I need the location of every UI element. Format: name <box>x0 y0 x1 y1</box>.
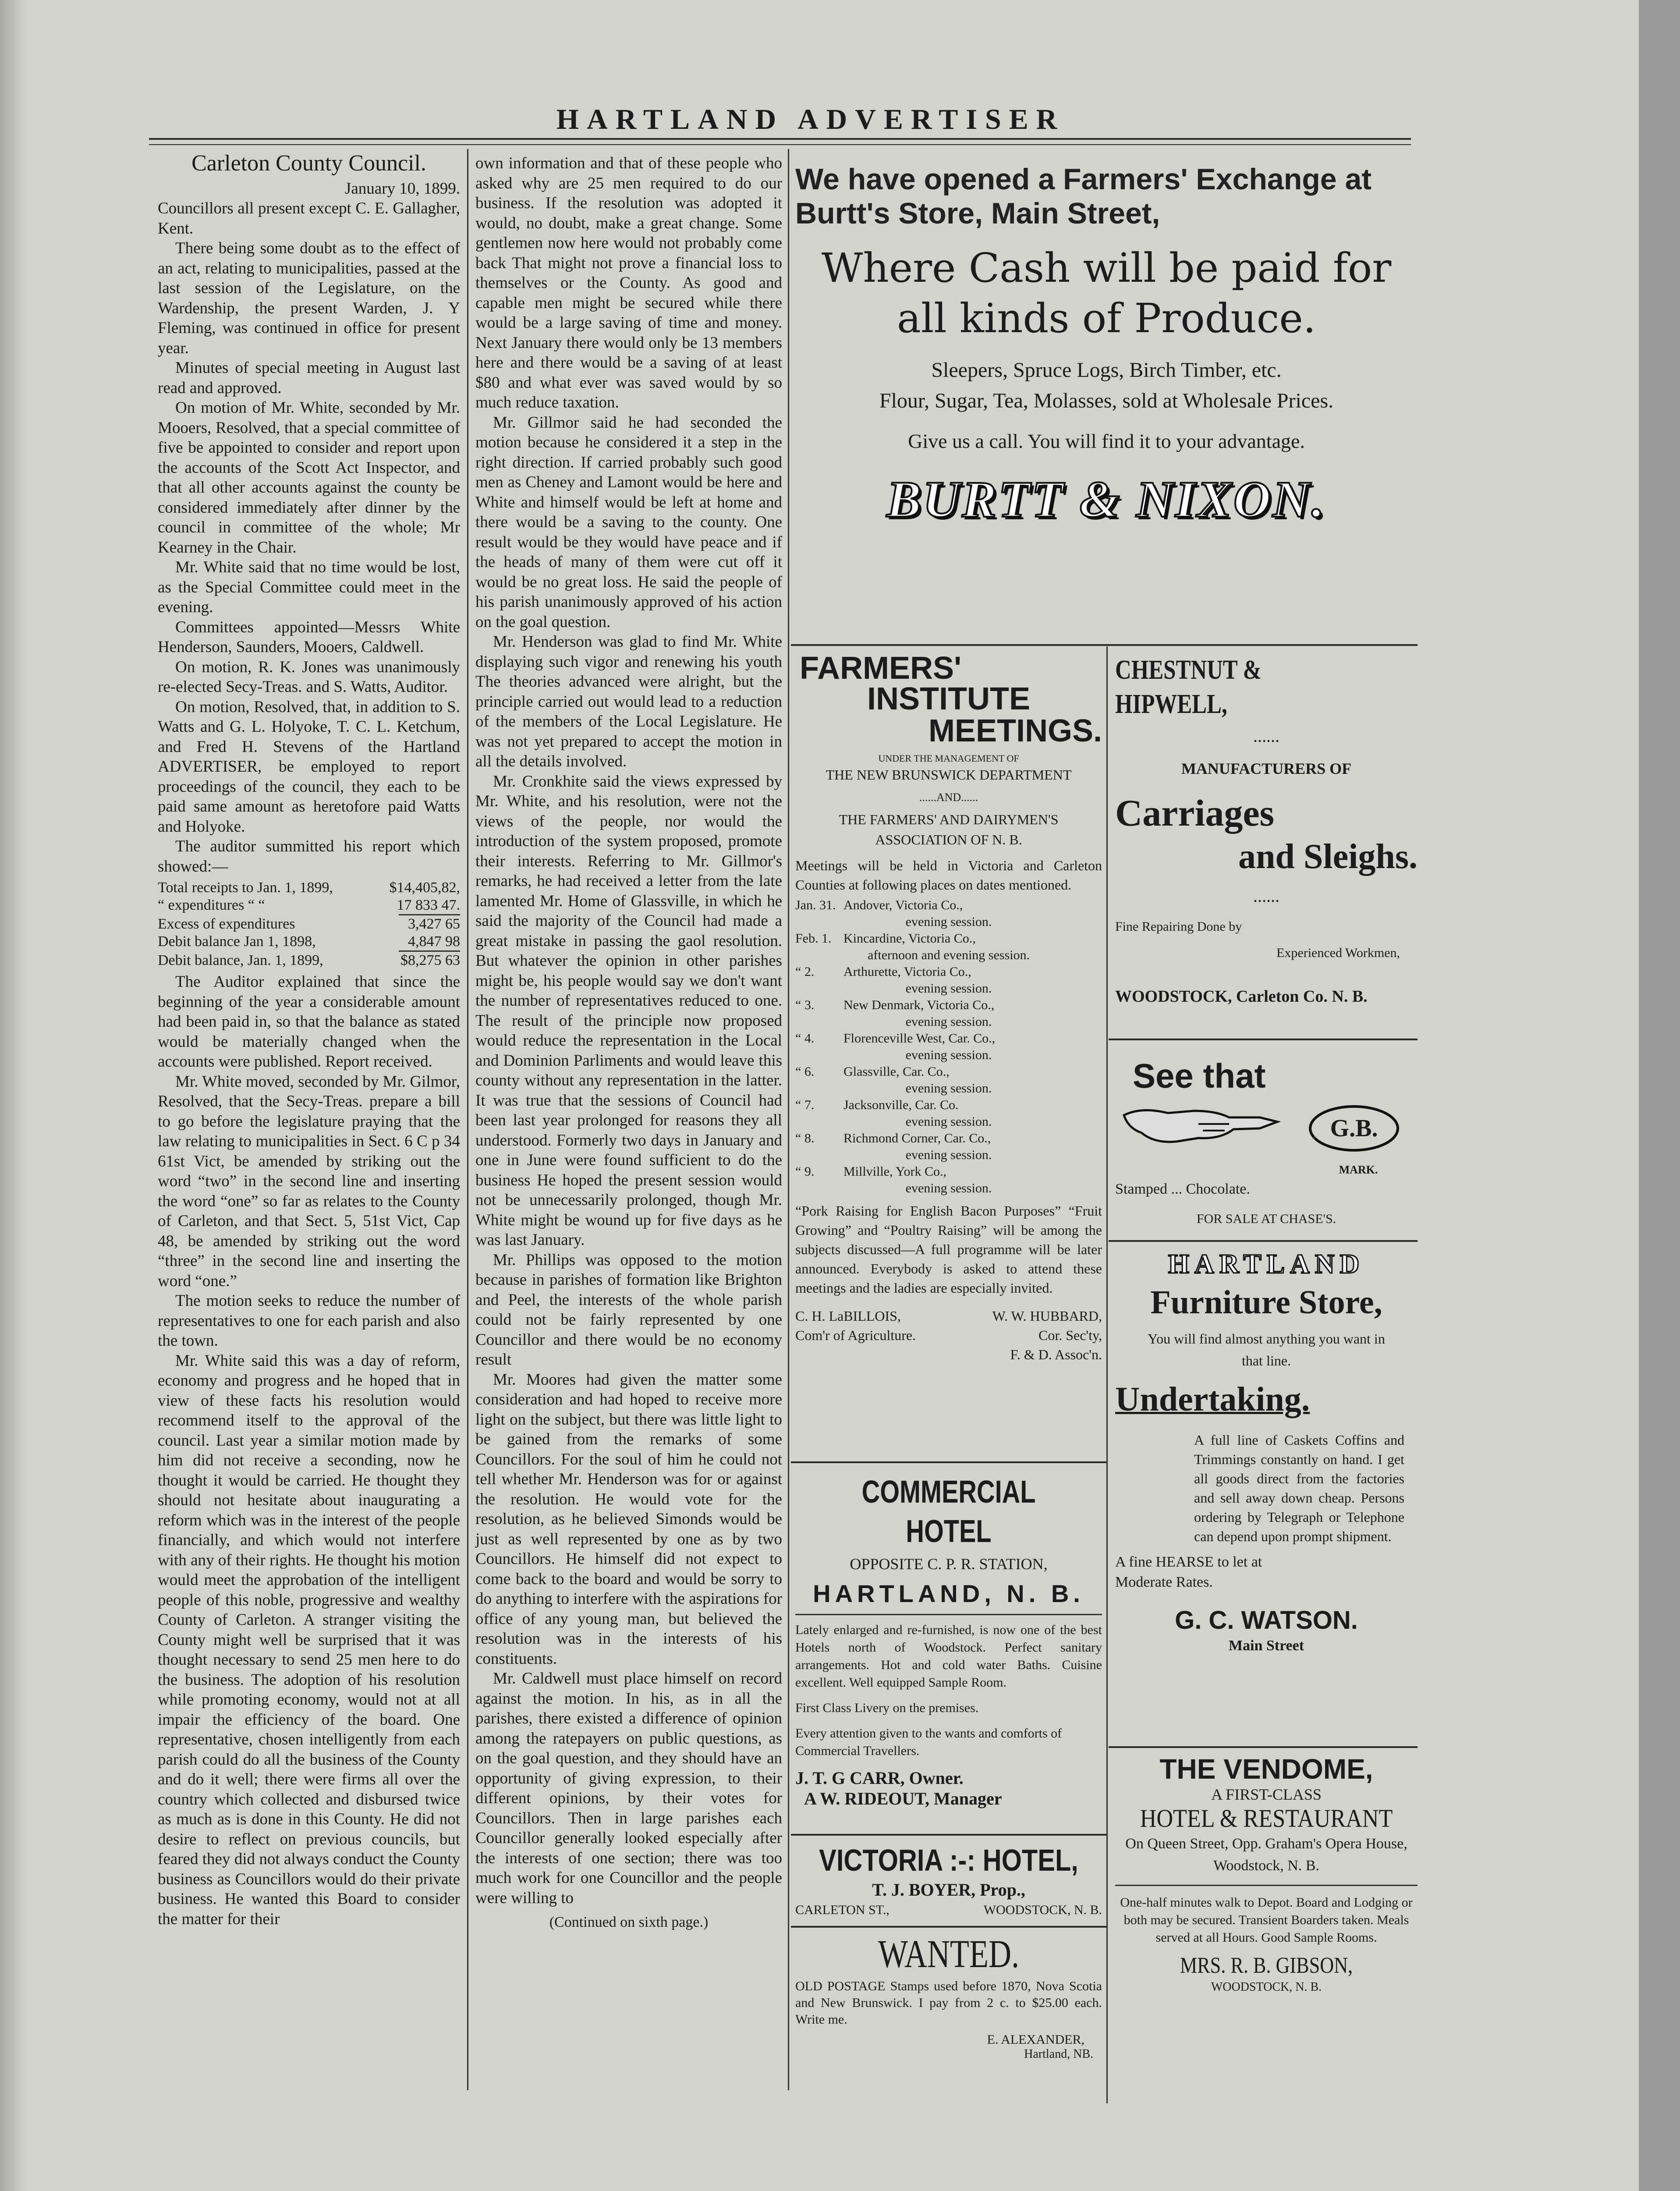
paragraph: On motion of Mr. White, seconded by Mr. Mooers, Resolved, that a special committee of five be appointed to consider and report upon the accounts of the Scott Act Inspector, and that all other accounts against the county be considered immediately after dinner by the council in committee of the whole; Mr Kearney in the Chair. <box>158 399 460 557</box>
paragraph: Mr. White said this was a day of reform, economy and progress and he hoped that in view of these facts his resolution would recommend itself to the approval of the council. Last year a similar motion made by him did not receive a seconding, now he thought it would be carried. He thought they should not hesitate about inaugurating a reform which was in the interest of the people financially, and which would not interfere with any of their rights. He thought his motion would meet the approbation of the intelligent people of this noble, progressive and wealthy County of Carleton. A stranger visiting the County might well be surprised that it was thought necessary to send 25 men here to do the business. The adoption of his resolution while promoting economy, would not at all impair the efficiency of the board. One representative, chosen intelligently from each parish could do all the business of the County and do it well; there were firms all over the country which collected and disbursed twice as much as is done in this County. He did not desire to reflect on previous councils, but feared they did not always conduct the County business as Councillors would do their private business. He wanted this Board to consider the matter for their <box>158 1351 460 1928</box>
paragraph: Mr. White said that no time would be lost, as the Special Committee could meet in the evening. <box>158 558 460 616</box>
ad-rule <box>1109 1240 1418 1242</box>
meeting-place: Kincardine, Victoria Co., <box>844 931 976 946</box>
gb-title: See that <box>1133 1057 1266 1095</box>
paragraph: Councillors all present except C. E. Gallagher, Kent. <box>158 199 460 238</box>
ad-chestnut-hipwell <box>1115 653 1418 1006</box>
meeting-date: “ 9. <box>795 1164 815 1179</box>
meeting-session: evening session. <box>905 981 992 996</box>
account-row <box>158 933 460 950</box>
account-label: Debit balance Jan 1, 1898, <box>158 933 316 950</box>
victoria-street: CARLETON ST., <box>795 1903 890 1917</box>
account-label: “ expenditures “ “ <box>158 897 265 913</box>
ad-rule <box>1109 1039 1418 1040</box>
institute-outro: “Pork Raising for English Bacon Purposes” “Fruit Growing” and “Poultry Raising” will be among the subjects discussed—A full programme will be later announced. Everybody is asked to attend these meetings and the ladies are especially invited. <box>795 1203 1102 1296</box>
wanted-body: OLD POSTAGE Stamps used before 1870, Nova Scotia and New Brunswick. I pay from 2 c. to $25.00 each. Write me. <box>795 1979 1102 2027</box>
ad-rule <box>1109 1746 1418 1748</box>
paragraph: Mr. Henderson was glad to find Mr. White displaying such vigor and renewing his youth The theories advanced were alright, but the principle carried out would lead to a reduction of the members of the Local Legislature. He was not yet prepared to accept the motion in all the details involved. <box>475 633 782 770</box>
furniture-body: You will find almost anything you want in that line. <box>1148 1331 1385 1368</box>
ad-gb-chocolate <box>1115 1056 1418 1226</box>
vendome-owner: MRS. R. B. GIBSON, <box>1180 1953 1353 1978</box>
paragraph: Mr. Phillips was opposed to the motion because in parishes of formation like Brighton and Peel, the interests of the whole parish could not be fairly represented by one Councillor and there would be no economy result <box>475 1251 782 1368</box>
firm-name: BURTT & NIXON. <box>886 471 1326 528</box>
ad-subheadline: Where Cash will be paid for all kinds of Produce. <box>821 245 1392 342</box>
sig-org: F. & D. Assoc'n. <box>1010 1347 1102 1362</box>
masthead: HARTLAND ADVERTISER <box>556 103 1065 135</box>
sig-name: C. H. LaBILLOIS, <box>795 1308 901 1324</box>
ad-wanted <box>795 1932 1102 2061</box>
meeting-place: Richmond Corner, Car. Co., <box>844 1131 991 1145</box>
paragraph: On motion, R. K. Jones was unanimously re-elected Secy-Treas. and S. Watts, Auditor. <box>158 658 460 696</box>
paragraph: Mr. Cronkhite said the views expressed by Mr. White, and his resolution, were not the views of the people, nor would the introduction of the system proposed, promote their interests. Referring to Mr. Gillmor's remarks, he had received a letter from the late lamented Mr. Home of Glassville, in which he said the majority of the Council had made a great mistake in passing the gaol resolution. But whatever the opinion in other parishes might be, his people would say we don't want the number of representatives reduced to one. The result of the principle now proposed would reduce the representation in the Local and Dominion Parliments and would leave this county without any representation in the latter. It was true that the sessions of Council had been last year prolonged for reasons they all understood. Formerly two days in January and one in June were found sufficient to do the business He hoped the present session would not be unnecessarily prolonged, though Mr. White might be wound up for five days as he was last January. <box>475 772 782 1249</box>
ad-commercial-hotel <box>795 1472 1102 1809</box>
meeting-row <box>795 1030 1102 1064</box>
account-value: $8,275 63 <box>401 952 460 968</box>
undertaking-title: Undertaking. <box>1115 1380 1310 1418</box>
account-row <box>158 915 460 933</box>
meeting-date: Jan. 31. <box>795 898 836 912</box>
ad-line: Give us a call. You will find it to your advantage. <box>908 430 1305 452</box>
paragraph: Mr. Gillmor said he had seconded the motion because he considered it a step in the right direction. If carried probably such good men as Cheney and Lamont would be here and White and himself would be left at home and there would be a saving to the county. One result would be they would have peace and if the heads of many of them were cut off it would be no great loss. He said the people of his parish unanimously approved of his action on the goal question. <box>475 413 782 631</box>
paragraph: The auditor summitted his report which showed:— <box>158 837 460 876</box>
meeting-place: Arthurette, Victoria Co., <box>844 964 971 979</box>
ad-farmers-exchange <box>795 162 1418 529</box>
ad-headline: We have opened a Farmers' Exchange at Burtt's Store, Main Street, <box>795 163 1372 230</box>
victoria-town: WOODSTOCK, N. B. <box>983 1903 1102 1917</box>
meeting-place: Millville, York Co., <box>844 1164 947 1179</box>
victoria-address <box>795 1903 1102 1918</box>
hearse-note: A fine HEARSE to let at Moderate Rates. <box>1115 1554 1262 1590</box>
meeting-row <box>795 1163 1102 1197</box>
account-label: Total receipts to Jan. 1, 1899, <box>158 879 333 896</box>
ad-line: Flour, Sugar, Tea, Molasses, sold at Wholesale Prices. <box>879 389 1334 412</box>
account-row <box>158 952 460 969</box>
hotel-opposite: OPPOSITE C. P. R. STATION, <box>850 1555 1048 1573</box>
paragraph: Mr. White moved, seconded by Mr. Gilmor, Resolved, that the Secy-Treas. prepare a bill to go before the legislature praying that the law relating to municipalities in Sect. 6 C p 34 61st Vict, be amended by striking out the word “two” in the second line and inserting the word “one” so far as relates to the County of Carleton, and that Sect. 5, 51st Vict, Cap 48, be amended by striking out the word “three” in the second line and inserting the word “one.” <box>158 1072 460 1290</box>
paragraph: Mr. Moores had given the matter some consideration and had hoped to receive more light on the subject, but there was little light to be gained from the remarks of some Councillors. For the soul of him he could not tell whether Mr. Henderson was for or against the resolution. He would vote for the resolution, as he believed Simonds would be just as well represented by one as by two Councillors. He himself did not expect to come back to the board and would be sorry to do anything to interfere with the aspirations for office of any young man, but believed the resolution was in the interests of his constituents. <box>475 1370 782 1668</box>
hotel-town: HARTLAND, N. B. <box>813 1580 1085 1607</box>
column-rule <box>788 149 789 2090</box>
meeting-row <box>795 1064 1102 1097</box>
paragraph: The motion seeks to reduce the number of representatives to one for each parish and also the town. <box>158 1292 460 1350</box>
victoria-prop: T. J. BOYER, Prop., <box>872 1880 1025 1900</box>
paragraph: Minutes of special meeting in August last read and approved. <box>158 359 460 397</box>
ad-column-rule <box>1106 646 1108 2103</box>
masthead-rule <box>149 138 1411 145</box>
account-value: 17 833 47. <box>397 897 460 913</box>
meeting-date: Feb. 1. <box>795 931 832 946</box>
hotel-manager: A W. RIDEOUT, Manager <box>804 1789 1002 1808</box>
page-edge <box>1639 0 1680 2191</box>
meeting-place: Glassville, Car. Co., <box>844 1064 950 1079</box>
chestnut-place: WOODSTOCK, Carleton Co. N. B. <box>1115 987 1368 1006</box>
meeting-row <box>795 897 1102 930</box>
meeting-date: “ 8. <box>795 1131 815 1145</box>
gb-mark: G.B. <box>1330 1115 1378 1142</box>
meeting-date: “ 4. <box>795 1031 815 1046</box>
paragraph: own information and that of these people who asked why are 25 men required to do our business. If the resolution was adopted it would, no doubt, make a great change. Some gentlemen now here would not probably come back That might not prove a financial loss to themselves or the County. As good and capable men might be secured while there would be a large saving of time and money. Next January there would only be 13 members here and there would be a saving of at least $80 and what ever was saved would by so much reduce taxation. <box>475 154 782 411</box>
article-title: Carleton County Council. <box>191 151 426 176</box>
sig-title: Cor. Sec'ty, <box>1038 1327 1102 1343</box>
meeting-session: evening session. <box>905 1081 992 1096</box>
paragraph: On motion, Resolved, that, in addition to S. Watts and G. L. Holyoke, T. C. L. Ketchum, and Fred H. Stevens of the Hartland ADVERTISER, be employed to report proceedings of the council, they each to be paid same amount as heretofore paid Watts and Holyoke. <box>158 698 460 836</box>
institute-under: UNDER THE MANAGEMENT OF <box>878 753 1019 764</box>
victoria-name: VICTORIA :-: HOTEL, <box>819 1843 1078 1877</box>
meeting-place: Andover, Victoria Co., <box>844 898 963 912</box>
ad-rule <box>791 1834 1106 1836</box>
rule <box>795 1614 1102 1615</box>
meeting-session: evening session. <box>905 1014 992 1029</box>
hotel-attention: Every attention given to the wants and comforts of Commercial Travellers. <box>795 1726 1062 1758</box>
meeting-row <box>795 964 1102 997</box>
watson-name: G. C. WATSON. <box>1175 1606 1358 1634</box>
chestnut-repair-1: Fine Repairing Done by <box>1115 919 1242 934</box>
ad-rule <box>791 644 1418 646</box>
wanted-name: E. ALEXANDER, <box>987 2032 1085 2047</box>
paragraph: Committees appointed—Messrs White Henderson, Saunders, Mooers, Caldwell. <box>158 618 460 656</box>
hotel-name: COMMERCIAL HOTEL <box>861 1475 1036 1549</box>
chestnut-name: CHESTNUT & HIPWELL, <box>1115 655 1262 719</box>
chestnut-product-1: Carriages <box>1115 792 1274 834</box>
signature-1 <box>795 1306 916 1364</box>
meeting-list <box>795 897 1102 1197</box>
account-row <box>158 879 460 897</box>
meeting-row <box>795 997 1102 1030</box>
vendome-name: THE VENDOME, <box>1159 1753 1373 1785</box>
ad-farmers-institute <box>795 653 1102 1364</box>
institute-title-3: MEETINGS. <box>928 713 1102 748</box>
auditor-accounts <box>158 879 460 969</box>
hotel-owner: J. T. G CARR, Owner. <box>795 1768 964 1788</box>
ad-vendome <box>1115 1753 1418 1994</box>
gb-mark-label: MARK. <box>1339 1163 1378 1176</box>
wanted-town: Hartland, NB. <box>1024 2047 1093 2061</box>
account-value: $14,405,82, <box>389 879 460 896</box>
paragraph: Mr. Caldwell must place himself on record against the motion. In his, as in all the parishes, there existed a difference of opinion among the ratepayers on public questions, as on the goal question, and they should have an opportunity of giving expression, to their different opinions, by their votes for Councillors. Then in large parishes each Councillor generally looked especially after the interests of one section; there was too much work for one Councillor and the people were willing to <box>475 1670 782 1907</box>
institute-intro: Meetings will be held in Victoria and Carleton Counties at following places on dates mentioned. <box>795 858 1102 893</box>
chestnut-repair-2: Experienced Workmen, <box>1276 946 1400 960</box>
watson-street: Main Street <box>1228 1638 1304 1654</box>
continued-note: (Continued on sixth page.) <box>549 1914 709 1930</box>
meeting-place: New Denmark, Victoria Co., <box>844 998 995 1012</box>
institute-dept: THE NEW BRUNSWICK DEPARTMENT <box>826 767 1072 783</box>
hotel-livery: First Class Livery on the premises. <box>795 1701 979 1715</box>
account-value: 4,847 98 <box>408 933 460 950</box>
ad-furniture-store <box>1115 1249 1418 1654</box>
meeting-session: evening session. <box>905 1148 992 1162</box>
wanted-title: WANTED. <box>878 1932 1019 1976</box>
ad-line: Sleepers, Spruce Logs, Birch Timber, etc. <box>931 358 1282 382</box>
dots: ...... <box>1253 726 1279 746</box>
institute-title-2: INSTITUTE <box>867 681 1030 716</box>
rule <box>1115 1885 1418 1886</box>
vendome-class: A FIRST-CLASS <box>1211 1786 1322 1803</box>
gb-stamped: Stamped ... Chocolate. <box>1115 1181 1250 1197</box>
signature-2 <box>992 1306 1102 1364</box>
institute-and: ......AND...... <box>919 791 978 804</box>
meeting-row <box>795 1130 1102 1163</box>
vendome-kind: HOTEL & RESTAURANT <box>1140 1804 1393 1833</box>
meeting-row <box>795 1097 1102 1130</box>
meeting-date: “ 3. <box>795 998 815 1012</box>
meeting-row <box>795 930 1102 964</box>
furniture-title: Furniture Store, <box>1150 1284 1382 1321</box>
meeting-date: “ 2. <box>795 964 815 979</box>
institute-assoc: THE FARMERS' AND DAIRYMEN'S ASSOCIATION OF N. B. <box>839 812 1059 847</box>
hotel-body: Lately enlarged and re-furnished, is now one of the best Hotels north of Woodstock. Perfect sanitary arrangements. Hot and cold water Baths. Cuisine excellent. Well equipped Sample Room. <box>795 1623 1102 1690</box>
article-column-2 <box>475 153 782 1932</box>
meeting-session: evening session. <box>905 1181 992 1195</box>
paragraph: There being some doubt as to the effect of an act, relating to municipalities, passed at the last session of the Legislature, on the Wardenship, the present Warden, J. Y Fleming, was continued in office for present year. <box>158 239 460 357</box>
article-date: January 10, 1899. <box>344 179 460 198</box>
vendome-body: One-half minutes walk to Depot. Board and Lodging or both may be secured. Transient Boarders taken. Meals served at all Hours. Good Sample Rooms. <box>1120 1895 1413 1945</box>
meeting-date: “ 6. <box>795 1064 815 1079</box>
meeting-session: afternoon and evening session. <box>868 948 1030 962</box>
sig-name: W. W. HUBBARD, <box>992 1308 1102 1324</box>
dots: ...... <box>1253 886 1279 906</box>
vendome-addr: On Queen Street, Opp. Graham's Opera House, Woodstock, N. B. <box>1125 1836 1407 1874</box>
meeting-session: evening session. <box>905 1048 992 1062</box>
institute-title-1: FARMERS' <box>800 651 962 686</box>
ad-rule <box>791 1926 1106 1928</box>
account-row <box>158 897 460 914</box>
chestnut-product-2: and Sleighs. <box>1238 837 1418 876</box>
article-column-1 <box>158 153 460 1929</box>
meeting-session: evening session. <box>905 915 992 929</box>
vendome-town: WOODSTOCK, N. B. <box>1211 1980 1322 1994</box>
meeting-session: evening session. <box>905 1114 992 1129</box>
gb-sale: FOR SALE AT CHASE'S. <box>1196 1212 1336 1226</box>
paragraph: The Auditor explained that since the beginning of the year a considerable amount had been paid in, so that the balance as stated would be materially changed when the accounts were published. Report received. <box>158 973 460 1071</box>
furniture-town: HARTLAND <box>1168 1249 1365 1279</box>
meeting-place: Florenceville West, Car. Co., <box>844 1031 996 1046</box>
column-rule <box>467 149 468 2090</box>
account-label: Excess of expenditures <box>158 916 295 932</box>
sig-title: Com'r of Agriculture. <box>795 1327 916 1343</box>
chestnut-mfr: MANUFACTURERS OF <box>1181 760 1352 777</box>
account-value: 3,427 65 <box>408 916 460 932</box>
page-fold-shadow <box>0 0 26 2191</box>
institute-signatures <box>795 1306 1102 1364</box>
undertaking-body: A full line of Caskets Coffins and Trimmings constantly on hand. I get all goods direct from the factories and sell away down cheap. Persons ordering by Telegraph or Telephone can depend upon prompt shipment. <box>1194 1432 1404 1544</box>
ad-victoria-hotel <box>795 1843 1102 1918</box>
account-label: Debit balance, Jan. 1, 1899, <box>158 952 323 968</box>
meeting-place: Jacksonville, Car. Co. <box>844 1098 959 1112</box>
ad-rule <box>791 1461 1106 1463</box>
meeting-date: “ 7. <box>795 1098 815 1112</box>
